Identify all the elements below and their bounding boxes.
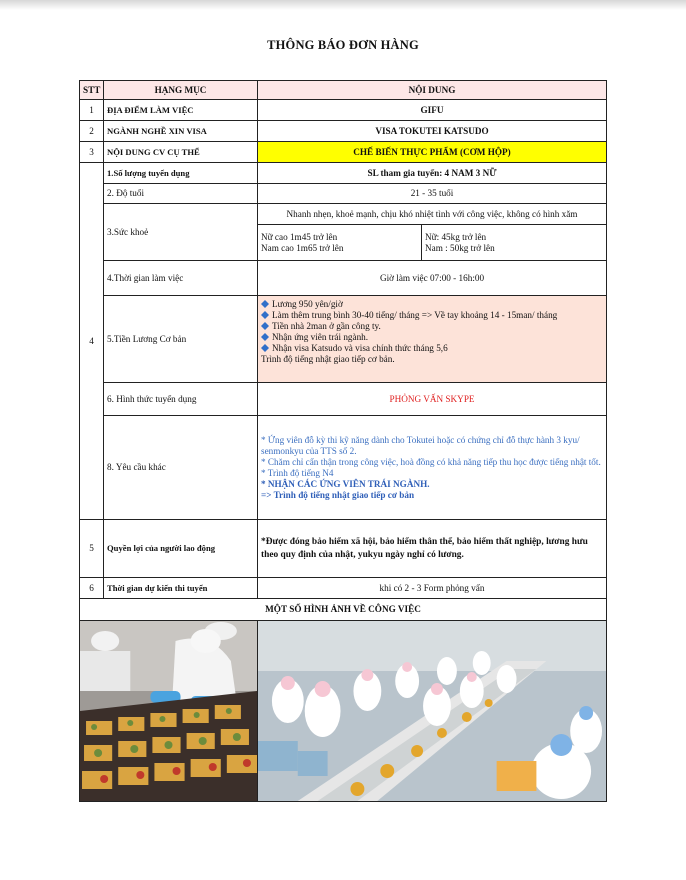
salary-item: Nhận ứng viên trái ngành. xyxy=(261,332,603,343)
table-row xyxy=(80,184,607,204)
health-weight-requirements xyxy=(422,225,607,261)
requirement-line: * Trình độ tiếng N4 xyxy=(261,467,334,478)
health-weight-female: Nữ: 45kg trở lên xyxy=(425,231,487,242)
order-table xyxy=(79,80,607,802)
recruit-form-label: 6. Hình thức tuyển dụng xyxy=(104,383,258,416)
salary-item: Tiền nhà 2man ở gần công ty. xyxy=(261,321,603,332)
row-number: 5 xyxy=(80,520,104,578)
table-row xyxy=(80,520,607,578)
table-header-row xyxy=(80,81,607,100)
table-row xyxy=(80,204,607,225)
table-row xyxy=(80,383,607,416)
table-row xyxy=(80,599,607,621)
table-row xyxy=(80,121,607,142)
photo-production-line-image xyxy=(258,621,606,801)
health-height-requirements xyxy=(258,225,422,261)
table-row xyxy=(80,416,607,520)
row-number: 2 xyxy=(80,121,104,142)
recruit-quantity-label: 1.Số lượng tuyển dụng xyxy=(104,163,258,184)
working-time-label: 4.Thời gian làm việc xyxy=(104,261,258,296)
table-row xyxy=(80,578,607,599)
salary-item: Làm thêm trung bình 30-40 tiếng/ tháng => Về tay khoảng 14 - 15man/ tháng xyxy=(261,310,603,321)
blue-diamond-icon xyxy=(261,322,269,330)
photo-bento-boxes xyxy=(80,621,258,802)
row-label-visa-type: NGÀNH NGHỀ XIN VISA xyxy=(104,121,258,142)
photo-row xyxy=(80,621,607,802)
header-stt: STT xyxy=(80,81,104,100)
row-label-benefits: Quyền lợi của người lao động xyxy=(104,520,258,578)
table-row xyxy=(80,100,607,121)
row-value-exam-time: khi có 2 - 3 Form phỏng vấn xyxy=(258,578,607,599)
photo-production-line xyxy=(258,621,607,802)
blue-diamond-icon xyxy=(261,333,269,341)
document-title: THÔNG BÁO ĐƠN HÀNG xyxy=(267,38,419,52)
health-label: 3.Sức khoẻ xyxy=(104,204,258,261)
row-value-work-location: GIFU xyxy=(258,100,607,121)
requirement-line-bold: => Trình độ tiếng nhật giao tiếp cơ bản xyxy=(261,489,415,500)
row-number: 4 xyxy=(80,163,104,520)
header-noi-dung: NỘI DUNG xyxy=(258,81,607,100)
row-number: 6 xyxy=(80,578,104,599)
table-row xyxy=(80,163,607,184)
requirement-line-bold: * NHẬN CÁC ỨNG VIÊN TRÁI NGÀNH. xyxy=(261,478,430,489)
blue-diamond-icon xyxy=(261,311,269,319)
row-value-visa-type: VISA TOKUTEI KATSUDO xyxy=(258,121,607,142)
row-label-job-content: NỘI DUNG CV CỤ THỂ xyxy=(104,142,258,163)
other-requirements xyxy=(258,416,607,520)
row-number: 1 xyxy=(80,100,104,121)
recruit-quantity-value: SL tham gia tuyển: 4 NAM 3 NỮ xyxy=(258,163,607,184)
header-hang-muc: HẠNG MỤC xyxy=(104,81,258,100)
row-number: 3 xyxy=(80,142,104,163)
age-value: 21 - 35 tuổi xyxy=(258,184,607,204)
salary-label: 5.Tiền Lương Cơ bản xyxy=(104,296,258,383)
photo-bento-boxes-image xyxy=(80,621,257,801)
blue-diamond-icon xyxy=(261,344,269,352)
health-height-female: Nữ cao 1m45 trở lên xyxy=(261,231,338,242)
requirement-line: * Ứng viên đỗ kỳ thi kỹ năng dành cho Tokutei hoặc có chứng chỉ đỗ thực hành 3 kyu/ senmonkyu của TTS số 2. xyxy=(261,434,580,456)
working-time-value: Giờ làm việc 07:00 - 16h:00 xyxy=(258,261,607,296)
health-description: Nhanh nhẹn, khoẻ mạnh, chịu khó nhiệt tình với công việc, không có hình xăm xyxy=(258,204,607,225)
requirement-line: * Chăm chỉ cẩn thận trong công việc, hoà đồng có khả năng tiếp thu học được tiếng nhật tốt. xyxy=(261,456,601,467)
other-requirements-label: 8. Yêu cầu khác xyxy=(104,416,258,520)
salary-details xyxy=(258,296,607,383)
images-heading: MỘT SỐ HÌNH ẢNH VỀ CÔNG VIỆC xyxy=(80,599,607,621)
row-value-job-content: CHẾ BIẾN THỰC PHẨM (CƠM HỘP) xyxy=(258,142,607,163)
table-row xyxy=(80,261,607,296)
health-weight-male: Nam : 50kg trở lên xyxy=(425,242,495,253)
salary-item: Lương 950 yên/giờ xyxy=(261,299,603,310)
salary-note: Trình độ tiếng nhật giao tiếp cơ bản. xyxy=(261,354,395,364)
row-label-work-location: ĐỊA ĐIỂM LÀM VIỆC xyxy=(104,100,258,121)
recruit-form-value: PHỎNG VẤN SKYPE xyxy=(258,383,607,416)
page-top-shade xyxy=(0,0,686,10)
blue-diamond-icon xyxy=(261,300,269,308)
age-label: 2. Độ tuổi xyxy=(104,184,258,204)
salary-item: Nhận visa Katsudo và visa chính thức tháng 5,6 xyxy=(261,343,603,354)
health-height-male: Nam cao 1m65 trở lên xyxy=(261,242,344,253)
table-row xyxy=(80,142,607,163)
row-label-exam-time: Thời gian dự kiến thi tuyển xyxy=(104,578,258,599)
table-row xyxy=(80,296,607,383)
row-value-benefits: *Được đóng bảo hiểm xã hội, bảo hiểm thân thể, bảo hiểm thất nghiệp, lương hưu theo quy định của nhật, yukyu ngày nghỉ có lương. xyxy=(258,520,607,578)
